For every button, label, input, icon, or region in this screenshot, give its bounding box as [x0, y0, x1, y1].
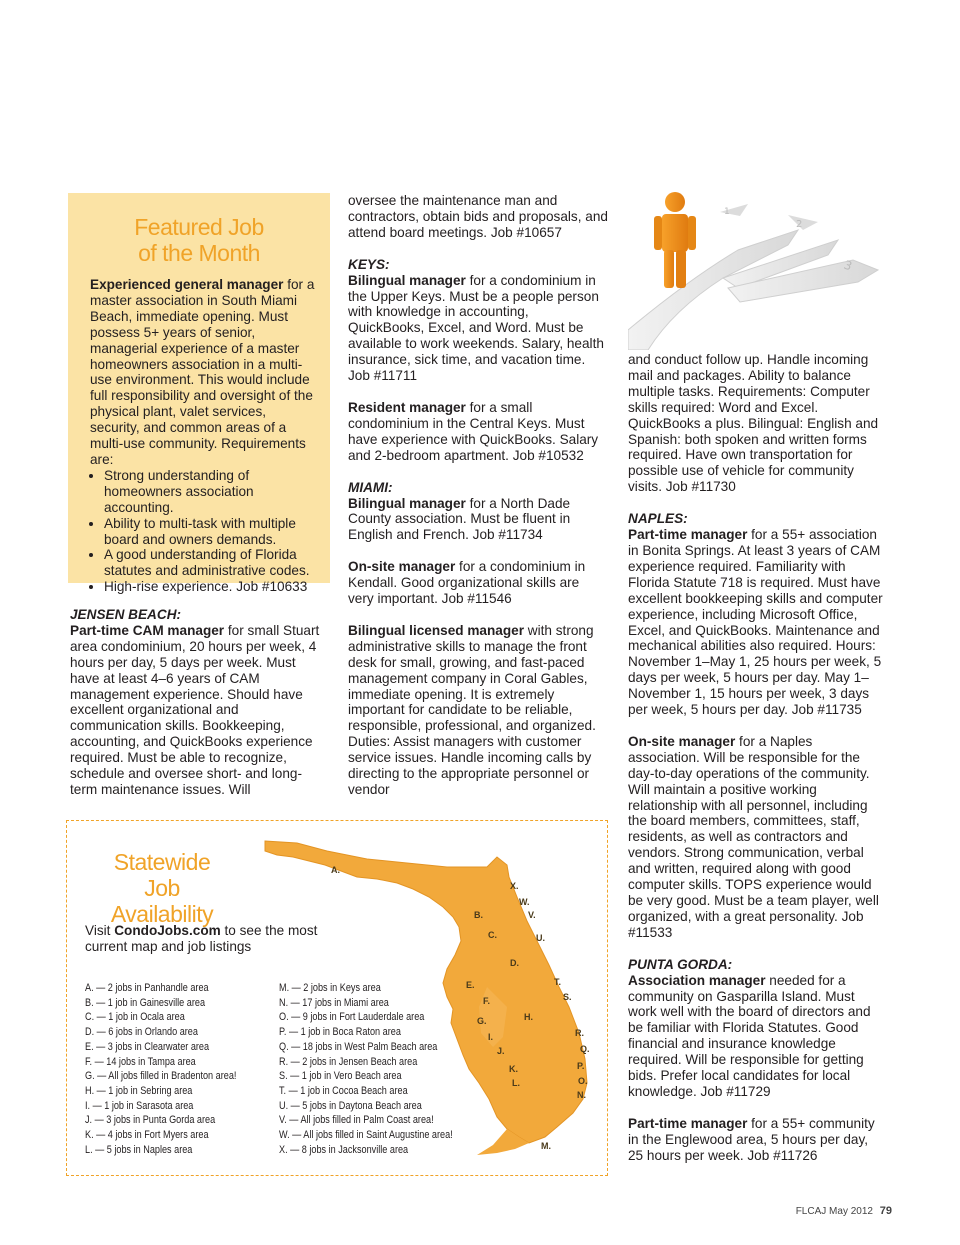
continued-text: oversee the maintenance man and contractors, obtain bids and proposals, and attend board meetings. Job #10657 — [348, 193, 608, 240]
map-label-c: C. — [488, 930, 497, 940]
svg-text:3: 3 — [841, 257, 854, 274]
job-list-right — [279, 981, 453, 1157]
statewide-title — [97, 849, 227, 927]
map-label-k: K. — [509, 1064, 518, 1074]
map-label-q: Q. — [580, 1044, 590, 1054]
job-text: needed for a community on Gasparilla Island. Must work well with the board of directors and be familiar with Florida Statutes. Good financial and insurance knowledge required. Will be responsible for getting bids. Prefer local candidates for local knowledge. Job #11729 — [628, 972, 871, 1099]
job-list-item: V. — All jobs filled in Palm Coast area! — [279, 1114, 434, 1127]
featured-body — [90, 277, 318, 595]
jensen-heading: JENSEN BEACH: — [70, 607, 182, 622]
job-text: for a 55+ association in Bonita Springs. At least 3 years of CAM experience required. Familiarity with Florida Statute 718 is required. Must have excellent bookkeeping skills and computer experience, including Microsoft Office, Excel, and QuickBooks. Maintenance and mechanical abilities also required. Hours: November 1–May 1, 25 hours per week, 5 days per week, 5 hours per day. May 1–November 1, 15 hours per week, 3 days per week, 5 hours per day. Job #11735 — [628, 527, 883, 718]
statewide-title-line2: Availability — [110, 901, 214, 927]
jensen-beach-section — [70, 607, 328, 798]
job-list-item: C. — 1 job in Ocala area — [85, 1011, 185, 1024]
job-list-item: N. — 17 jobs in Miami area — [279, 996, 389, 1009]
job-list-item: S. — 1 job in Vero Beach area — [279, 1070, 402, 1083]
naples-heading: NAPLES: — [628, 511, 688, 527]
job-list-item: T. — 1 job in Cocoa Beach area — [279, 1084, 408, 1097]
job-text: for a condominium in Kendall. Good organizational skills are very important. Job #11546 — [348, 559, 586, 607]
job-list-item: M. — 2 jobs in Keys area — [279, 982, 381, 994]
job-title: Part-time manager — [628, 1115, 748, 1131]
statewide-job-box — [66, 820, 608, 1176]
job-list-item: I. — 1 job in Sarasota area — [85, 1099, 194, 1112]
featured-bullet: • Ability to multi-task with multiple board and owners demands. — [104, 516, 318, 548]
page-footer — [796, 1205, 892, 1217]
featured-bullet: • A good understanding of Florida statutes and administrative codes. — [104, 547, 318, 579]
featured-title-line1: Featured Job — [134, 214, 264, 240]
job-list-item: O. — 9 jobs in Fort Lauderdale area — [279, 1011, 425, 1024]
map-label-j: J. — [497, 1046, 505, 1056]
keys-heading: KEYS: — [348, 256, 390, 272]
svg-text:2: 2 — [796, 219, 803, 230]
map-label-f: F. — [483, 996, 491, 1006]
job-list-item: K. — 4 jobs in Fort Myers area — [85, 1129, 209, 1142]
continued-text: and conduct follow up. Handle incoming mail and packages. Ability to balance multiple tasks. Requirements: Computer skills required: Word and Excel. QuickBooks a plus. Bilingual: English and Spanish: both spoken and written forms required. Have own transportation for possible use of vehicle for community visits. Job #11730 — [628, 352, 879, 495]
visit-suffix: to see the most current map and job listings — [85, 923, 318, 954]
job-list-item: D. — 6 jobs in Orlando area — [85, 1026, 198, 1039]
job-list-item: G. — All jobs filled in Bradenton area! — [85, 1070, 237, 1083]
job-text: with strong administrative skills to manage the front desk for small, growing, and fast-paced management company in Coral Gables, immediate opening. It is extremely important for candidate to be reliable, responsible, professional, and organized. Duties: Assist managers with customer service issues. Handle incoming calls by directing to the appropriate personnel or vendor — [348, 622, 596, 797]
job-text: for a Naples association. Will be responsible for the day-to-day operations of the community. Will maintain a positive working relationship with all personnel, including the board members, committees, staff, residents, as well as contractors and vendors. Strong communication, verbal and written, required along with good computer skills. TOPS experience would be very good. Must be a team player, well organized, with a great personality. Job #11533 — [628, 733, 879, 940]
featured-job-box — [68, 193, 330, 595]
job-title: Resident manager — [348, 399, 466, 415]
map-label-v: V. — [528, 910, 536, 920]
jensen-job-title: Part-time CAM manager — [70, 622, 225, 638]
job-title: Bilingual manager — [348, 495, 466, 511]
job-list-item: X. — 8 jobs in Jacksonville area — [279, 1143, 409, 1156]
job-list-item: L. — 5 jobs in Naples area — [85, 1143, 193, 1156]
map-label-m: M. — [541, 1141, 551, 1151]
job-list-item: R. — 2 jobs in Jensen Beach area — [279, 1055, 418, 1068]
punta-gorda-heading: PUNTA GORDA: — [628, 956, 733, 972]
featured-lead-text: for a master association in South Miami Beach, immediate opening. Must possess 5+ years of senior, managerial experience of a master homeowners association in a multi-use environment. This would include full responsibility and oversight of the physical plant, valet services, security, and common areas of a multi-use community. Requirements are: — [90, 277, 315, 467]
featured-requirements — [90, 468, 318, 595]
job-list-item: B. — 1 job in Gainesville area — [85, 996, 206, 1009]
svg-text:1: 1 — [724, 207, 730, 217]
map-label-o: O. — [578, 1076, 588, 1086]
job-title: On-site manager — [628, 733, 736, 749]
job-title: Association manager — [628, 972, 766, 988]
map-label-a: A. — [331, 865, 340, 875]
map-label-t: T. — [554, 977, 562, 987]
job-title: Part-time manager — [628, 527, 748, 543]
job-list-item: E. — 3 jobs in Clearwater area — [85, 1040, 210, 1053]
featured-bullet: • Strong understanding of homeowners association accounting. — [104, 468, 318, 516]
map-label-h: H. — [524, 1012, 533, 1022]
job-title: Bilingual licensed manager — [348, 622, 525, 638]
right-column — [628, 352, 886, 1164]
job-list-item: H. — 1 job in Sebring area — [85, 1084, 193, 1097]
jensen-job-text: for small Stuart area condominium, 20 hours per week, 4 hours per day, 5 days per week. Must have at least 4–6 years of CAM management experience. Should have excellent organizational and communication skills. Bookkeeping, accounting, and QuickBooks experience required. Must be able to recognize, schedule and oversee short- and long-term maintenance issues. Will — [70, 622, 320, 797]
map-label-w: W. — [519, 897, 530, 907]
featured-bullet: • High-rise experience. Job #10633 — [104, 579, 318, 595]
condojobs-link[interactable]: CondoJobs.com — [114, 923, 221, 938]
visit-prefix: Visit — [85, 923, 115, 938]
job-text: for a condominium in the Upper Keys. Must be a people person with knowledge in accounting, QuickBooks, Excel, and Word. Must be available to work weekends. Salary, health insurance, sick time, and vacation time. Job #11711 — [348, 272, 604, 384]
map-label-n: N. — [577, 1090, 586, 1100]
map-label-b: B. — [474, 910, 483, 920]
map-label-g: G. — [477, 1016, 487, 1026]
map-label-e: E. — [466, 980, 475, 990]
map-label-r: R. — [575, 1028, 584, 1038]
job-title: On-site manager — [348, 559, 456, 575]
job-list-item: P. — 1 job in Boca Raton area — [279, 1026, 401, 1039]
magazine-name: FLCAJ — [795, 1206, 827, 1217]
page-number: 79 — [879, 1205, 892, 1217]
job-list-item: F. — 14 jobs in Tampa area — [85, 1055, 196, 1068]
job-list-item: W. — All jobs filled in Saint Augustine area! — [279, 1129, 453, 1142]
middle-column — [348, 193, 608, 798]
map-label-i: I. — [488, 1032, 494, 1042]
map-label-p: P. — [577, 1061, 585, 1071]
issue-date: May 2012 — [829, 1206, 873, 1217]
map-label-d: D. — [510, 958, 519, 968]
job-list-item: Q. — 18 jobs in West Palm Beach area — [279, 1040, 438, 1053]
map-label-u: U. — [536, 933, 545, 943]
job-text: for a North Dade County association. Must be fluent in English and French. Job #11734 — [348, 495, 571, 543]
job-text: for a 55+ community in the Englewood area, 5 hours per day, 25 hours per week. Job #11726 — [628, 1115, 875, 1163]
statewide-title-line1: Statewide Job — [113, 849, 211, 901]
featured-lead-title: Experienced general manager — [90, 277, 284, 292]
crossroads-illustration-icon — [628, 190, 882, 350]
job-list-item: A. — 2 jobs in Panhandle area — [85, 982, 209, 994]
job-list-item: U. — 5 jobs in Daytona Beach area — [279, 1099, 422, 1112]
featured-title-line2: of the Month — [138, 240, 260, 266]
map-label-s: S. — [563, 992, 572, 1002]
map-label-x: X. — [510, 881, 519, 891]
job-text: for a small condominium in the Central Keys. Must have experience with QuickBooks. Salary and 2-bedroom apartment. Job #10532 — [348, 399, 599, 463]
job-list-left — [85, 981, 236, 1157]
miami-heading: MIAMI: — [348, 479, 393, 495]
job-list-item: J. — 3 jobs in Punta Gorda area — [85, 1114, 216, 1127]
map-label-l: L. — [512, 1078, 520, 1088]
job-title: Bilingual manager — [348, 272, 466, 288]
